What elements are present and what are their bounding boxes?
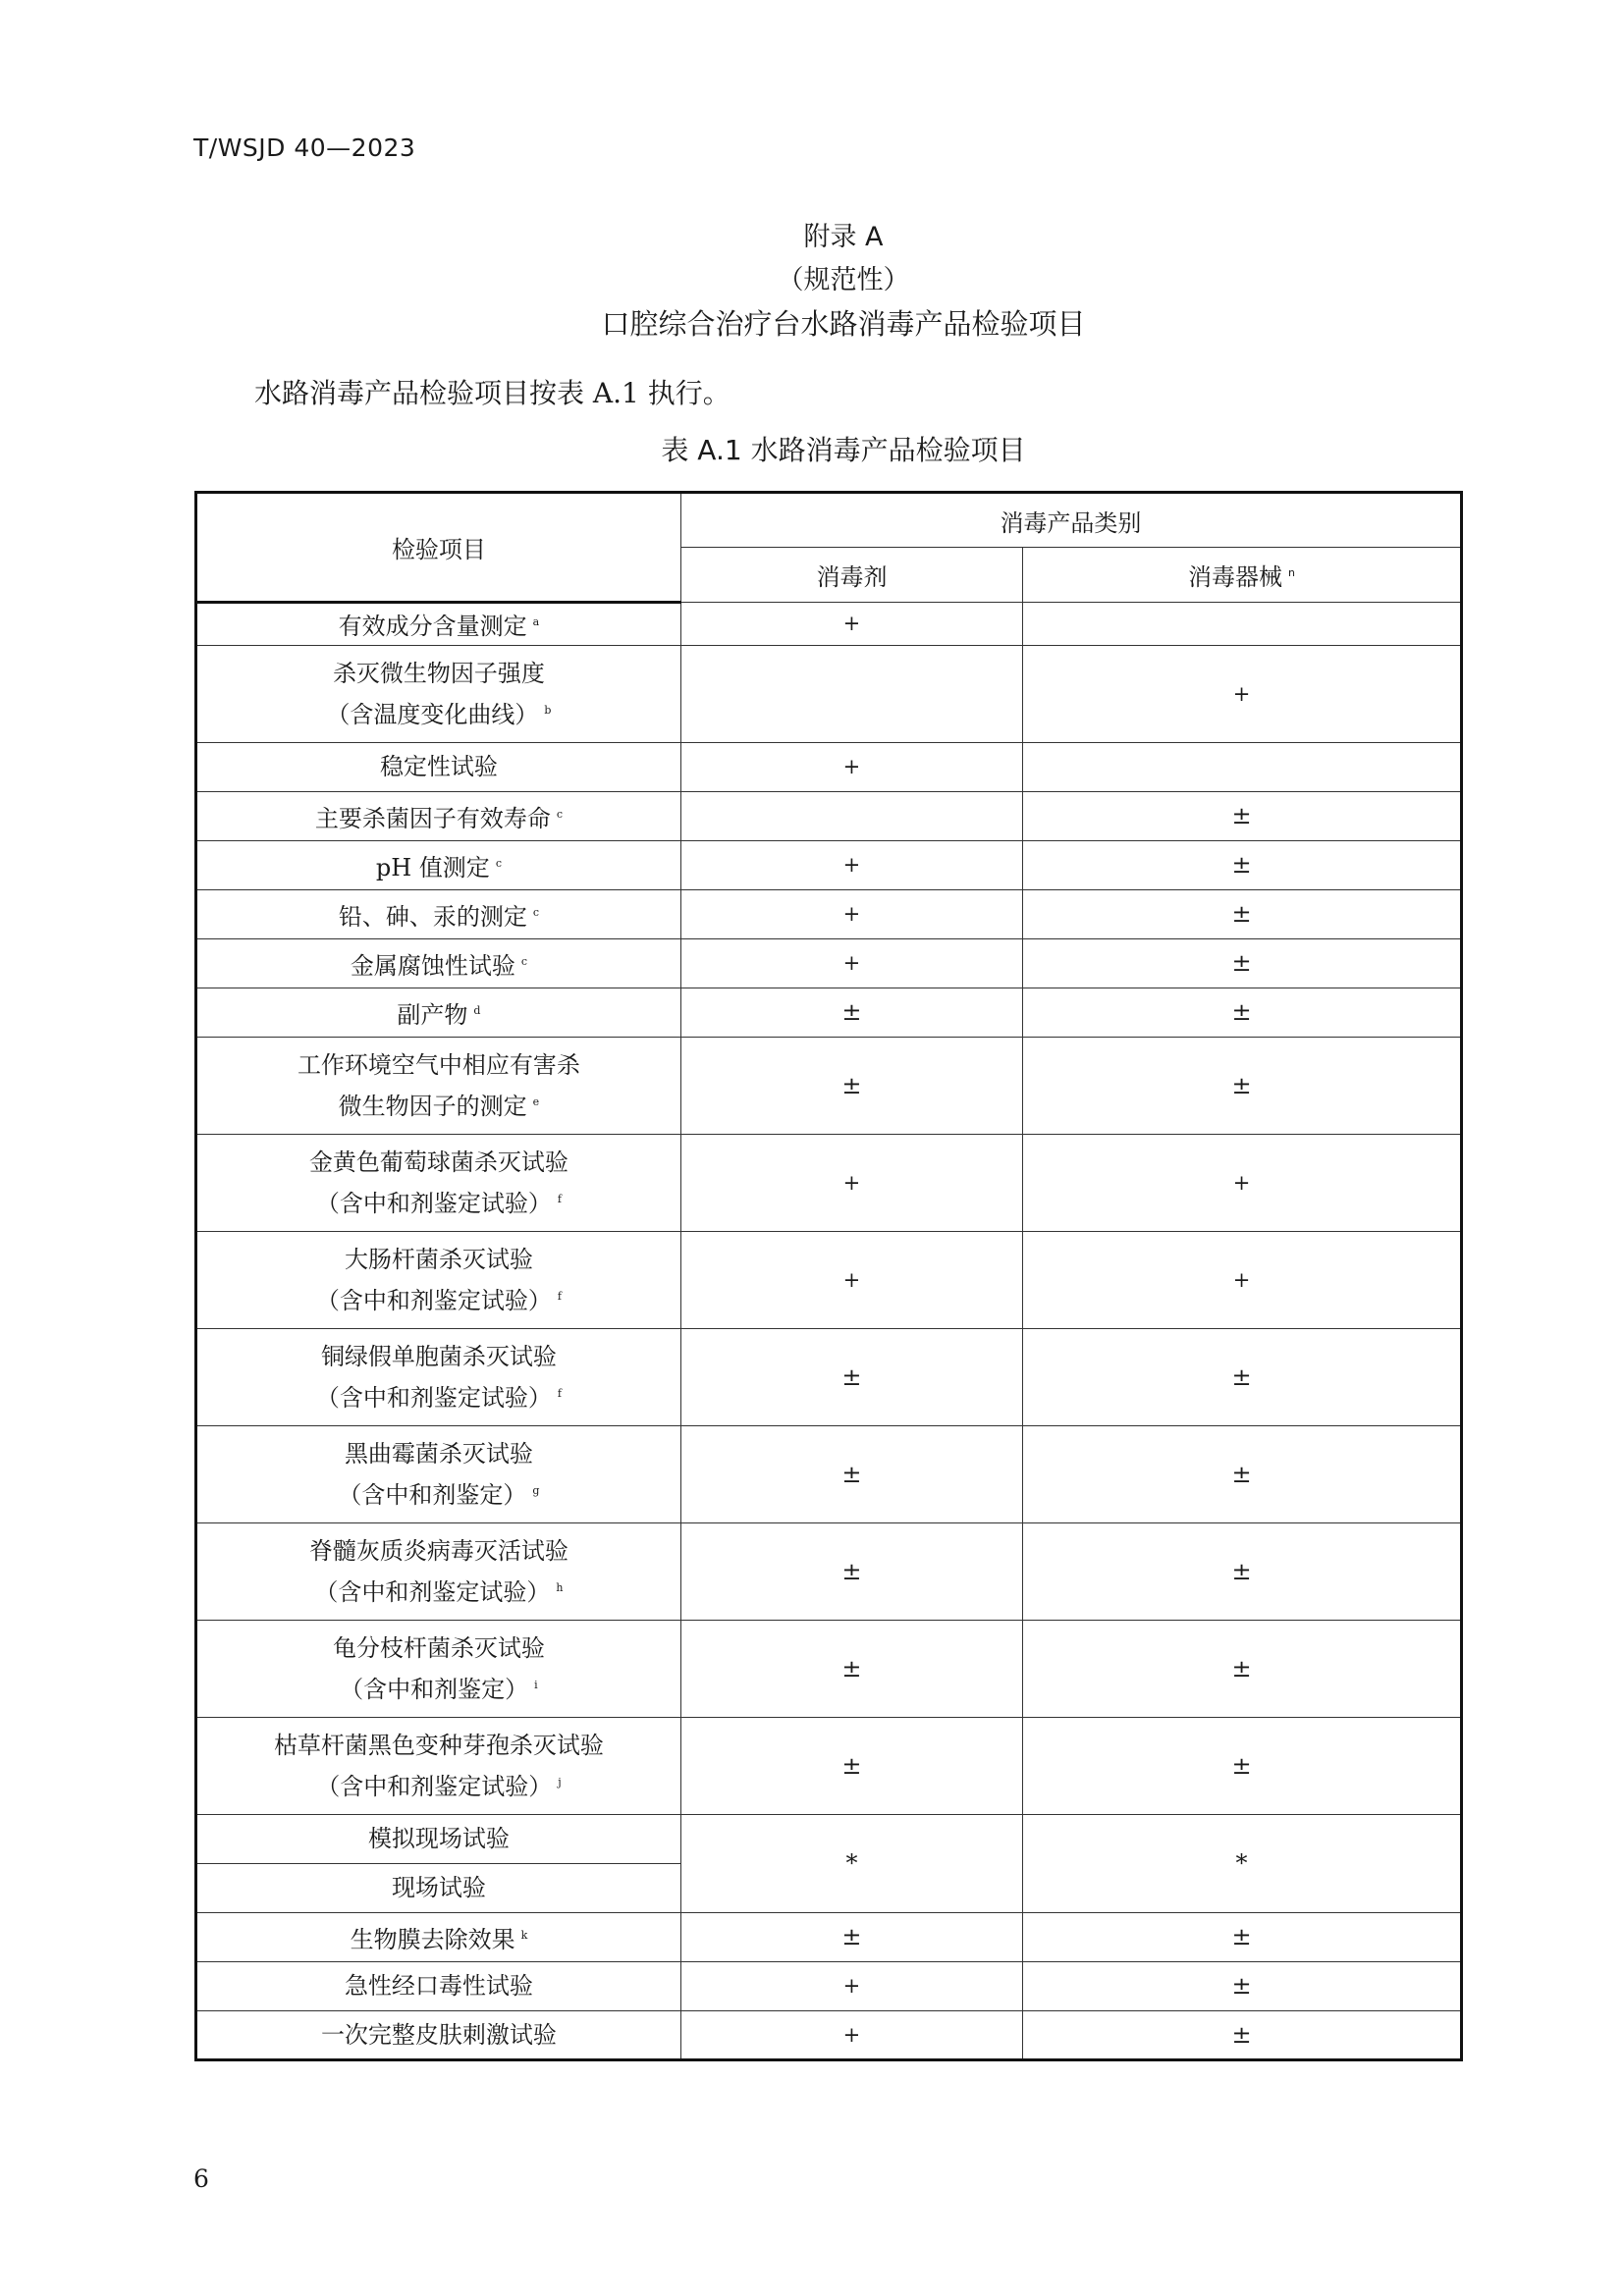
table-row [196, 603, 1462, 646]
disinfectant-mark: ± [680, 1913, 1022, 1962]
footnote-marker: h [556, 1580, 564, 1594]
disinfectant-mark: + [680, 1135, 1022, 1232]
disinfectant-mark: ± [680, 1426, 1022, 1523]
table-row [196, 939, 1462, 988]
disinfectant-mark: + [680, 1232, 1022, 1329]
disinfectant-mark: ± [680, 1038, 1022, 1135]
table-row [196, 1815, 1462, 1864]
table-row [196, 1038, 1462, 1135]
inspection-item-line1: 龟分枝杆菌杀灭试验 [332, 1633, 545, 1662]
device-mark: ± [1023, 988, 1462, 1038]
table-row [196, 1232, 1462, 1329]
disinfectant-mark: ± [680, 1523, 1022, 1621]
table-row [196, 1621, 1462, 1718]
header-product-category: 消毒产品类别 [680, 493, 1461, 548]
inspection-item-cell [196, 1913, 681, 1962]
table-row [196, 841, 1462, 890]
header-device-label: 消毒器械 [1188, 563, 1283, 591]
appendix-title: 附录 A [803, 222, 884, 252]
device-mark: ± [1023, 1718, 1462, 1815]
device-mark: * [1023, 1815, 1462, 1913]
device-mark: + [1023, 646, 1462, 743]
inspection-item-line1: 枯草杆菌黑色变种芽孢杀灭试验 [273, 1731, 604, 1759]
footnote-marker: f [557, 1386, 562, 1400]
inspection-item-line1: pH 值测定 [375, 853, 490, 881]
inspection-item-cell [196, 1523, 681, 1621]
footnote-marker: g [532, 1483, 540, 1497]
footnote-marker: a [532, 615, 540, 628]
inspection-item-line1: 现场试验 [391, 1874, 486, 1901]
table-body [196, 603, 1462, 2060]
footnote-marker: c [520, 954, 528, 968]
inspection-item-line2: （含中和剂鉴定） [340, 1675, 529, 1703]
disinfectant-mark: ± [680, 1621, 1022, 1718]
inspection-item-cell [196, 1426, 681, 1523]
inspection-item-cell [196, 1962, 681, 2011]
footnote-marker: d [473, 1003, 481, 1017]
device-mark: ± [1023, 939, 1462, 988]
inspection-item-line2: （含中和剂鉴定试验） [315, 1383, 552, 1412]
table-row [196, 1962, 1462, 2011]
appendix-subject: 口腔综合治疗台水路消毒产品检验项目 [601, 307, 1086, 341]
inspection-item-cell [196, 1864, 681, 1913]
device-mark: ± [1023, 792, 1462, 841]
disinfectant-mark: ± [680, 988, 1022, 1038]
disinfectant-mark: + [680, 603, 1022, 646]
inspection-item-line1: 脊髓灰质炎病毒灭活试验 [308, 1536, 568, 1565]
disinfectant-mark: + [680, 890, 1022, 939]
inspection-item-cell [196, 988, 681, 1038]
inspection-item-line1: 生物膜去除效果 [350, 1925, 515, 1953]
inspection-item-line1: 金黄色葡萄球菌杀灭试验 [308, 1148, 568, 1176]
device-mark: ± [1023, 1426, 1462, 1523]
table-row [196, 792, 1462, 841]
document-code: T/WSJD 40—2023 [193, 133, 416, 162]
disinfectant-mark: + [680, 743, 1022, 792]
inspection-item-cell [196, 1718, 681, 1815]
table-row [196, 2011, 1462, 2060]
inspection-item-cell [196, 743, 681, 792]
inspection-item-line1: 金属腐蚀性试验 [350, 951, 515, 980]
inspection-item-line2: 微生物因子的测定 [338, 1092, 527, 1120]
table-row [196, 1523, 1462, 1621]
footnote-marker: f [557, 1289, 562, 1303]
device-mark: ± [1023, 841, 1462, 890]
table-row [196, 743, 1462, 792]
inspection-item-line1: 副产物 [397, 1000, 468, 1029]
device-mark: ± [1023, 1962, 1462, 2011]
footnote-marker: f [557, 1192, 562, 1205]
inspection-item-line1: 杀灭微生物因子强度 [332, 659, 545, 687]
inspection-item-line1: 模拟现场试验 [367, 1825, 510, 1852]
device-mark [1023, 603, 1462, 646]
table-row [196, 1329, 1462, 1426]
disinfectant-mark: * [680, 1815, 1022, 1913]
table-row [196, 1426, 1462, 1523]
inspection-item-cell [196, 1232, 681, 1329]
inspection-item-line2: （含中和剂鉴定试验） [314, 1577, 551, 1606]
device-mark [1023, 743, 1462, 792]
inspection-items-table [194, 491, 1463, 2061]
table-row [196, 1135, 1462, 1232]
device-mark: ± [1023, 1621, 1462, 1718]
footnote-marker: c [556, 807, 564, 821]
header-device [1023, 548, 1462, 603]
disinfectant-mark: + [680, 939, 1022, 988]
disinfectant-mark [680, 646, 1022, 743]
device-mark: ± [1023, 2011, 1462, 2060]
inspection-item-line1: 稳定性试验 [379, 753, 498, 780]
table-row [196, 890, 1462, 939]
table-header-row [196, 493, 1462, 548]
inspection-item-line1: 铅、砷、汞的测定 [338, 902, 527, 931]
device-mark: ± [1023, 890, 1462, 939]
inspection-item-line1: 黑曲霉菌杀灭试验 [344, 1439, 533, 1468]
footnote-marker: k [520, 1928, 528, 1942]
page-number: 6 [193, 2164, 209, 2193]
inspection-item-line1: 有效成分含量测定 [338, 613, 527, 640]
footnote-marker: j [558, 1775, 562, 1789]
device-mark: + [1023, 1135, 1462, 1232]
device-mark: ± [1023, 1038, 1462, 1135]
inspection-item-line1: 工作环境空气中相应有害杀 [297, 1050, 580, 1079]
table-row [196, 646, 1462, 743]
inspection-item-line1: 铜绿假单胞菌杀灭试验 [320, 1342, 557, 1370]
device-mark: + [1023, 1232, 1462, 1329]
table-row [196, 1718, 1462, 1815]
device-mark: ± [1023, 1913, 1462, 1962]
intro-paragraph: 水路消毒产品检验项目按表 A.1 执行。 [254, 377, 731, 409]
header-inspection-item: 检验项目 [196, 493, 681, 603]
table-row [196, 988, 1462, 1038]
inspection-item-cell [196, 646, 681, 743]
footnote-marker: n [1288, 566, 1296, 579]
footnote-marker: c [495, 856, 502, 870]
inspection-item-cell [196, 1621, 681, 1718]
device-mark: ± [1023, 1329, 1462, 1426]
footnote-marker: b [544, 703, 552, 717]
disinfectant-mark: ± [680, 1718, 1022, 1815]
inspection-item-cell [196, 1038, 681, 1135]
disinfectant-mark: + [680, 2011, 1022, 2060]
inspection-item-cell [196, 1135, 681, 1232]
inspection-item-cell [196, 890, 681, 939]
inspection-item-cell [196, 1815, 681, 1864]
inspection-item-cell [196, 841, 681, 890]
inspection-item-line1: 主要杀菌因子有效寿命 [314, 804, 551, 832]
inspection-item-line2: （含中和剂鉴定试验） [316, 1772, 553, 1800]
header-disinfectant: 消毒剂 [680, 548, 1022, 603]
inspection-item-cell [196, 2011, 681, 2060]
inspection-item-cell [196, 939, 681, 988]
disinfectant-mark [680, 792, 1022, 841]
inspection-item-cell [196, 792, 681, 841]
appendix-type: （规范性） [777, 265, 910, 295]
footnote-marker: c [532, 905, 540, 919]
inspection-item-line1: 大肠杆菌杀灭试验 [344, 1245, 533, 1273]
inspection-item-line2: （含中和剂鉴定） [338, 1480, 527, 1509]
inspection-item-line2: （含中和剂鉴定试验） [315, 1189, 552, 1217]
inspection-item-cell [196, 1329, 681, 1426]
inspection-item-line2: （含温度变化曲线） [326, 700, 539, 728]
inspection-item-line1: 急性经口毒性试验 [344, 1972, 533, 2000]
table-row [196, 1913, 1462, 1962]
table-caption: 表 A.1 水路消毒产品检验项目 [661, 434, 1026, 466]
inspection-item-cell [196, 603, 681, 646]
device-mark: ± [1023, 1523, 1462, 1621]
disinfectant-mark: ± [680, 1329, 1022, 1426]
footnote-marker: e [532, 1095, 540, 1108]
inspection-item-line2: （含中和剂鉴定试验） [315, 1286, 552, 1314]
disinfectant-mark: + [680, 1962, 1022, 2011]
inspection-item-line1: 一次完整皮肤刺激试验 [320, 2020, 557, 2049]
footnote-marker: i [534, 1678, 538, 1691]
disinfectant-mark: + [680, 841, 1022, 890]
